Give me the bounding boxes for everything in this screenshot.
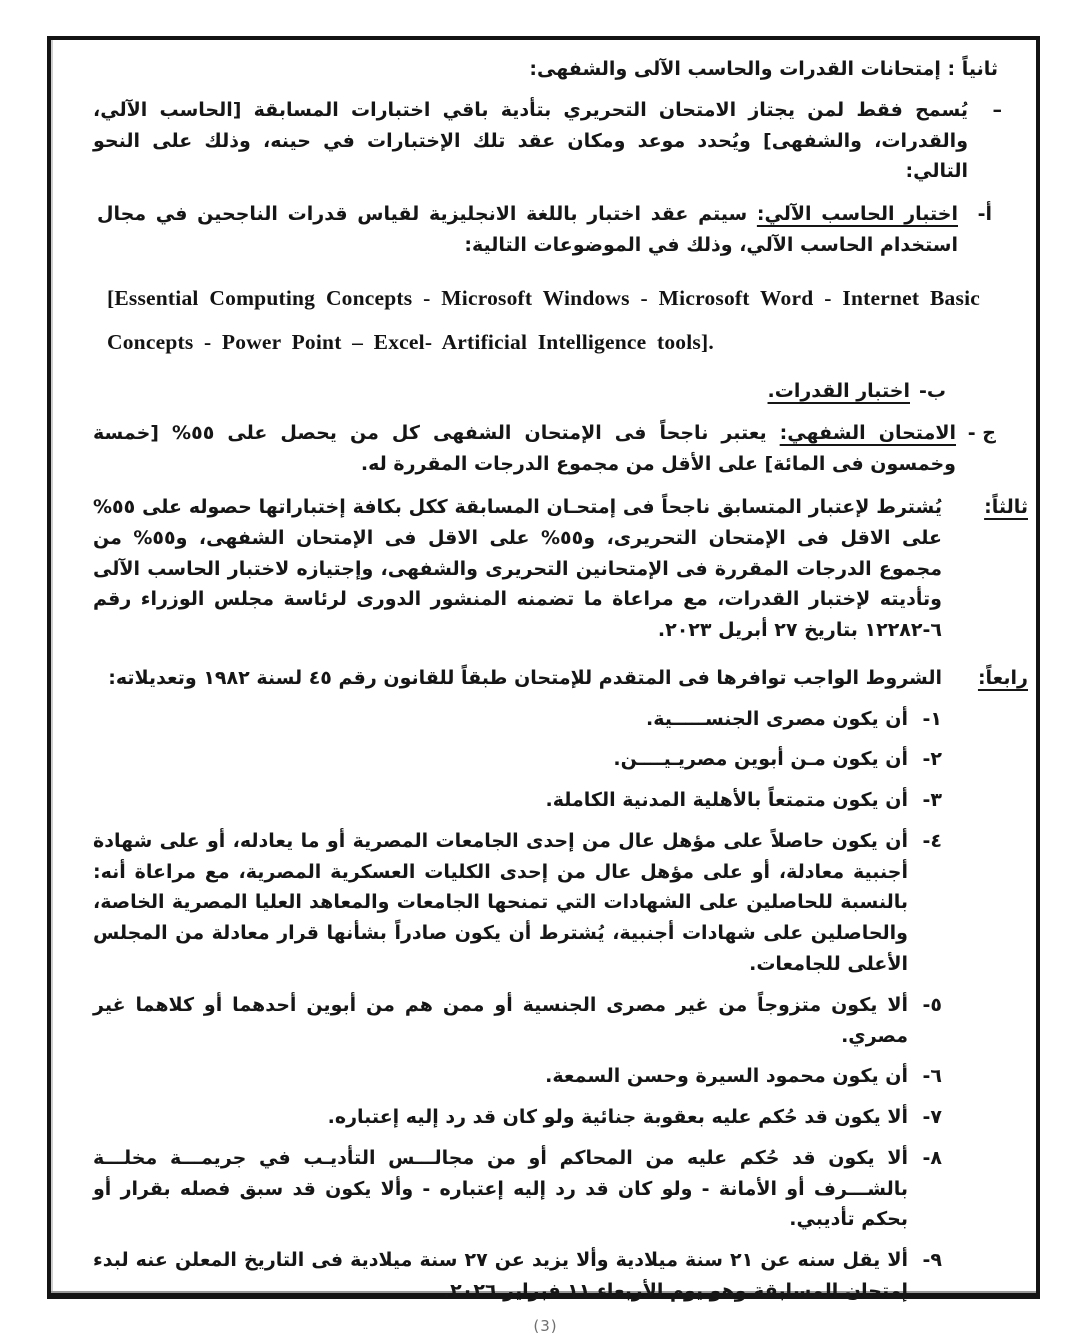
item-computer-test: [97, 199, 992, 261]
document-page-frame: [47, 36, 1040, 1335]
condition-text: ألا يكون متزوجاً من غير مصرى الجنسية أو ممن هم من أبوين أحدهما أو كلاهما غير مصري.: [93, 993, 908, 1047]
section-fourth-text: الشروط الواجب توافرها فى المتقدم للإمتحان طبقاً للقانون رقم ٤٥ لسنة ١٩٨٢ وتعديلاته:: [108, 666, 942, 689]
item-oral-exam: [93, 418, 996, 480]
conditions-list: [93, 704, 942, 1317]
condition-text: أن يكون محمود السيرة وحسن السمعة.: [545, 1065, 908, 1088]
bullet-dash: –: [992, 98, 1002, 121]
item-c-marker: ج -: [967, 422, 996, 445]
condition-text: أن يكون مـن أبوين مصريـيــــن.: [613, 748, 908, 771]
admission-rule-text: يُسمح فقط لمن يجتاز الامتحان التحريري بتأدية باقي اختبارات المسابقة [الحاسب الآلي، والقدرات، والشفهى] ويُحدد موعد ومكان عقد تلك الإختبارات في حينه، وذلك على النحو التالي:: [93, 98, 968, 183]
condition-text: أن يكون حاصلاً على مؤهل عال من إحدى الجامعات المصرية أو ما يعادله، أو على شهادة أجنبية معادلة، أو على مؤهل عال من إحدى الكليات العسكرية المصرية، مع مراعاة أنه: بالنسبة للحاصلين على الشهادات التي تمنحها الجامعات والمعاهد العليا المصرية الخاصة، والحاصلين على شهادات أجنبية، يُشترط أن يكون صادراً بشأنها قرار معادلة من المجلس الأعلى للجامعات.: [93, 829, 908, 975]
condition-number: ١-: [922, 707, 942, 730]
condition-number: ٨-: [922, 1146, 942, 1169]
condition-item: [93, 826, 942, 980]
condition-item: [93, 704, 942, 735]
item-c-text: يعتبر ناجحاً فى الإمتحان الشفهى كل من يحصل على ٥٥% [خمسة وخمسون فى المائة] على الأقل من مجموع الدرجات المقررة له.: [93, 422, 956, 476]
condition-text: أن يكون مصرى الجنســـــية.: [645, 707, 908, 730]
condition-number: ٤-: [922, 829, 942, 852]
condition-text: ألا يقل سنه عن ٢١ سنة ميلادية وألا يزيد عن ٢٧ سنة ميلادية فى التاريخ المعلن عنه لبدء إمتحان المسابقة وهو يوم الأربعاء ١١ فبراير ٢٠٢٦.: [93, 1249, 908, 1302]
admission-rule-paragraph: [93, 95, 1002, 187]
item-c-title: الامتحان الشفهي:: [779, 422, 956, 445]
item-aptitude-test: [93, 376, 946, 407]
section-second-heading: ثانياً : إمتحانات القدرات والحاسب الآلى والشفهى:: [529, 58, 998, 80]
condition-item: [93, 990, 942, 1052]
condition-item: [93, 1102, 942, 1133]
condition-item: [93, 744, 942, 775]
item-b-title: اختبار القدرات.: [767, 379, 910, 402]
section-fourth-label: رابعاً:: [977, 666, 1028, 689]
section-fourth-heading: [93, 663, 1028, 694]
condition-number: ٥-: [922, 993, 942, 1016]
section-third-text: يُشترط لإعتبار المتسابق ناجحاً فى إمتحـان المسابقة ككل بكافة إختباراتها حصوله على ٥٥% على الاقل فى الإمتحان التحريرى، و٥٥% على الاقل فى الإمتحان الشفهى، و٥٥% من مجموع الدرجات المقررة فى الإمتحانين التحريرى والشفهى، وإجتيازه لاختبار الحاسب الآلى وتأديته لإختبار القدرات، مع مراعاة ما تضمنه المنشور الدورى لرئاسة مجلس الوزراء رقم ٦-١٢٢٨٢ بتاريخ ٢٧ أبريل ٢٠٢٣.: [93, 496, 942, 642]
condition-item: [93, 1061, 942, 1092]
item-a-title: اختبار الحاسب الآلي:: [756, 203, 958, 226]
condition-text: ألا يكون قد حُكم عليه بعقوبة جنائية ولو كان قد رد إليه إعتباره.: [327, 1106, 908, 1129]
item-a-marker: أ-: [977, 203, 992, 226]
condition-item: [93, 1143, 942, 1235]
condition-number: ٦-: [922, 1065, 942, 1088]
section-third-label: ثالثاً:: [984, 496, 1028, 519]
condition-number: ٣-: [922, 789, 942, 812]
condition-item: [93, 785, 942, 816]
condition-number: ٧-: [922, 1106, 942, 1129]
section-third-paragraph: [93, 492, 1028, 646]
condition-number: ٩-: [922, 1249, 942, 1272]
page-number: (3): [533, 1316, 558, 1335]
item-a-text: سيتم عقد اختبار باللغة الانجليزية لقياس قدرات الناجحين في مجال استخدام الحاسب الآلي، وذلك في الموضوعات التالية:: [97, 203, 958, 256]
condition-number: ٢-: [922, 748, 942, 771]
condition-item: [93, 1245, 942, 1307]
condition-text: ألا يكون قد حُكم عليه من المحاكم أو من مجالـــس التأديـب في جريمـــة مخلـــة بالشـــرف أو الأمانة - ولو كان قد رد إليه إعتباره - وألا يكون قد سبق فصله بقرار أو بحكم تأديبي.: [93, 1146, 908, 1231]
english-topics-list: [Essential Computing Concepts - Microsoft Windows - Microsoft Word - Internet Basic Concepts - Power Point – Excel- Artificial Intelligence tools].: [107, 285, 980, 354]
item-b-marker: ب-: [919, 379, 946, 402]
condition-text: أن يكون متمتعاً بالأهلية المدنية الكاملة.: [545, 789, 908, 812]
